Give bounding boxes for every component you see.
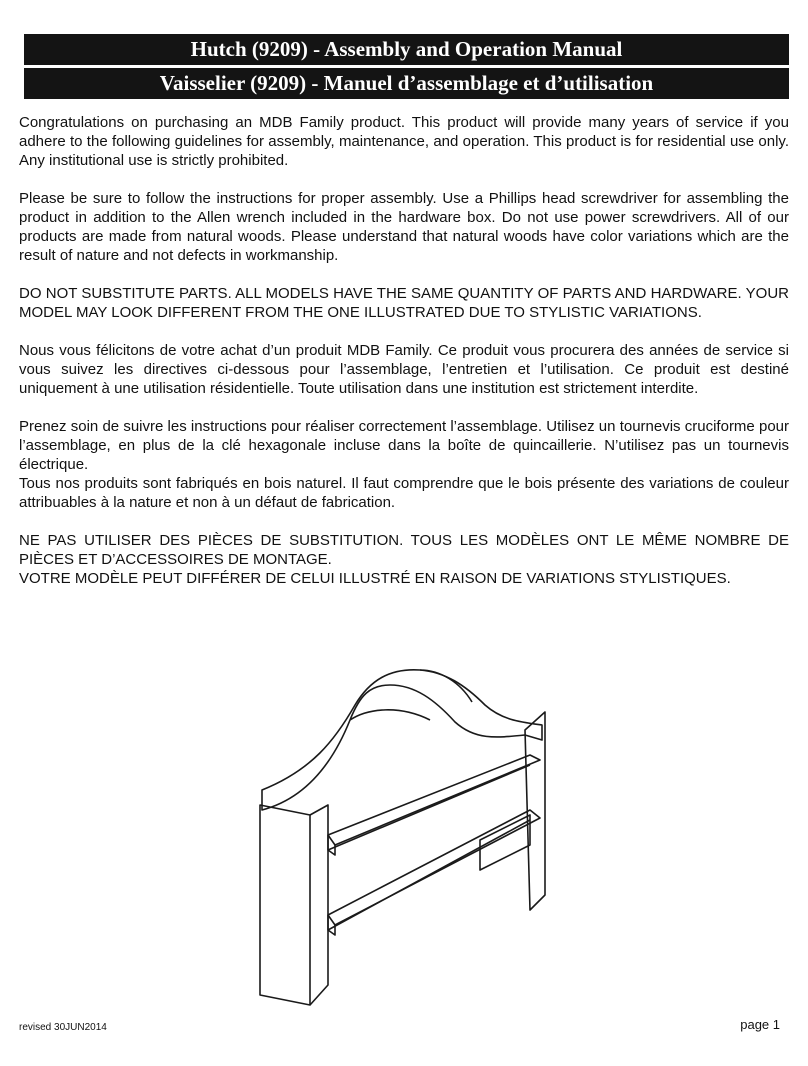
title-french: Vaisselier (9209) - Manuel d’assemblage et d’utilisation — [24, 68, 789, 99]
title-english: Hutch (9209) - Assembly and Operation Manual — [24, 34, 789, 65]
paragraph-variations-fr: VOTRE MODÈLE PEUT DIFFÉRER DE CELUI ILLUSTRÉ EN RAISON DE VARIATIONS STYLISTIQUES. — [19, 570, 731, 587]
paragraph-warning-fr: NE PAS UTILISER DES PIÈCES DE SUBSTITUTION. TOUS LES MODÈLES ONT LE MÊME NOMBRE DE PIÈCES ET D’ACCESSOIRES DE MONTAGE. — [19, 532, 789, 568]
paragraph-wood-fr: Tous nos produits sont fabriqués en bois naturel. Il faut comprendre que le bois présente des variations de couleur attribuables à la nature et non à un défaut de fabrication. — [19, 475, 789, 511]
intro-text — [19, 113, 789, 607]
paragraph-congratulations-en: Congratulations on purchasing an MDB Family product. This product will provide many years of service if you adhere to the following guidelines for assembly, maintenance, and operation. This product is for residential use only. Any institutional use is strictly prohibited. — [19, 114, 789, 169]
manual-header — [24, 34, 789, 99]
paragraph-assembly-en: Please be sure to follow the instructions for proper assembly. Use a Phillips head screwdriver for assembling the product in addition to the Allen wrench included in the hardware box. Do not use power screwdrivers. All of our products are made from natural woods. Please understand that natural woods have color variations which are the result of nature and not defects in workmanship. — [19, 190, 789, 264]
paragraph-congratulations-fr: Nous vous félicitons de votre achat d’un produit MDB Family. Ce produit vous procurera des années de service si vous suivez les directives ci-dessous pour l’assemblage, l’entretien et l’utilisation. Ce produit est destiné uniquement à une utilisation résidentielle. Toute utilisation dans une institution est strictement interdite. — [19, 342, 789, 397]
hutch-lower-shelf — [328, 810, 540, 925]
hutch-crown — [262, 670, 542, 810]
revision-date: revised 30JUN2014 — [19, 1022, 107, 1033]
paragraph-warning-en: DO NOT SUBSTITUTE PARTS. ALL MODELS HAVE THE SAME QUANTITY OF PARTS AND HARDWARE. YOUR MODEL MAY LOOK DIFFERENT FROM THE ONE ILLUSTRATED DUE TO STYLISTIC VARIATIONS. — [19, 285, 789, 321]
hutch-left-panel — [260, 805, 310, 1005]
page-number: page 1 — [740, 1017, 780, 1032]
paragraph-assembly-fr: Prenez soin de suivre les instructions pour réaliser correctement l’assemblage. Utilisez un tournevis cruciforme pour l’assemblage, en plus de la clé hexagonale incluse dans la boîte de quincaillerie. N’utilisez pas un tournevis électrique. — [19, 418, 789, 473]
hutch-illustration — [240, 660, 560, 1015]
